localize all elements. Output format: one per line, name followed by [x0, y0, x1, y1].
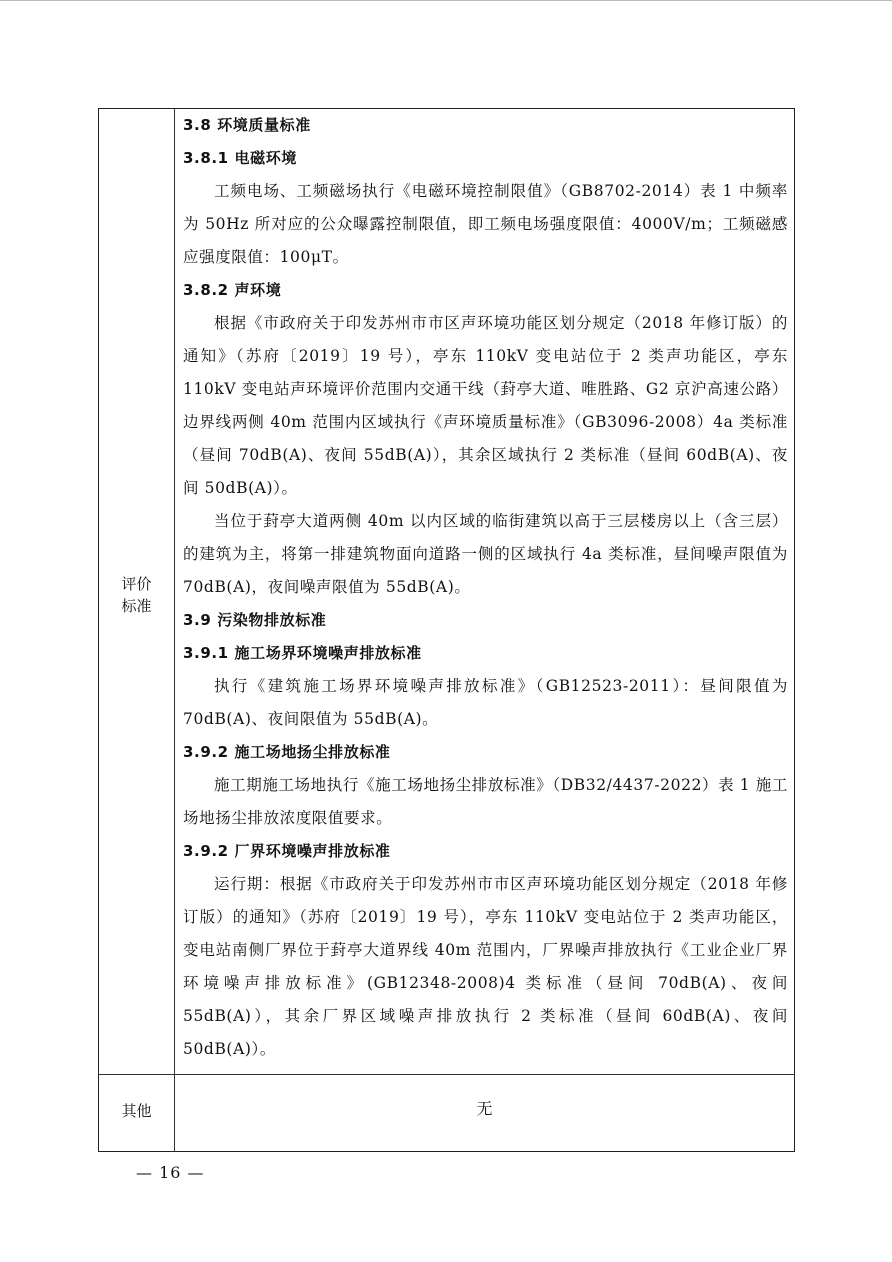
row-label-other: 其他: [121, 1102, 152, 1120]
row-label-evaluation-standards: [99, 573, 174, 617]
evaluation-standards-content: [183, 109, 788, 1066]
paragraph: 工频电场、工频磁场执行《电磁环境控制限值》（GB8702-2014）表 1 中频率为 50Hz 所对应的公众曝露控制限值，即工频电场强度限值：4000V/m；工频磁感应强度限值：100μT。: [183, 182, 788, 266]
section-heading: 3.8.2 声环境: [183, 281, 282, 299]
paragraph: 施工期施工场地执行《施工场地扬尘排放标准》（DB32/4437-2022）表 1 施工场地扬尘排放浓度限值要求。: [183, 776, 788, 827]
section-heading: 3.9 污染物排放标准: [183, 611, 327, 629]
eval-label-line-1: 评价: [121, 575, 152, 593]
section-heading: 3.8 环境质量标准: [183, 116, 311, 134]
page-number: — 16 —: [136, 1163, 205, 1182]
section-heading: 3.9.2 厂界环境噪声排放标准: [183, 842, 391, 860]
eval-label-line-2: 标准: [121, 597, 152, 615]
paragraph: 运行期：根据《市政府关于印发苏州市市区声环境功能区划分规定（2018 年修订版）的通知》（苏府〔2019〕19 号），亭东 110kV 变电站位于 2 类声功能区，变电站南侧厂界位于葑亭大道界线 40m 范围内，厂界噪声排放执行《工业企业厂界环境噪声排放标准》(GB12348-2008)4 类标准（昼间 70dB(A)、夜间 55dB(A)），其余厂界区域噪声排放执行 2 类标准（昼间 60dB(A)、夜间 50dB(A)）。: [183, 875, 788, 1058]
paragraph: 执行《建筑施工场界环境噪声排放标准》（GB12523-2011）：昼间限值为 70dB(A)、夜间限值为 55dB(A)。: [183, 677, 788, 728]
standards-table: [98, 108, 795, 1152]
row-divider: [99, 1074, 794, 1075]
other-value: 无: [476, 1099, 493, 1118]
column-divider: [174, 109, 175, 1151]
paragraph: 当位于葑亭大道两侧 40m 以内区域的临街建筑以高于三层楼房以上（含三层）的建筑为主，将第一排建筑物面向道路一侧的区域执行 4a 类标准，昼间噪声限值为 70dB(A)，夜间噪声限值为 55dB(A)。: [183, 512, 788, 596]
top-rule: [0, 0, 892, 1]
section-heading: 3.8.1 电磁环境: [183, 149, 297, 167]
section-heading: 3.9.2 施工场地扬尘排放标准: [183, 743, 391, 761]
paragraph: 根据《市政府关于印发苏州市市区声环境功能区划分规定（2018 年修订版）的通知》（苏府〔2019〕19 号），亭东 110kV 变电站位于 2 类声功能区，亭东 110kV 变电站声环境评价范围内交通干线（葑亭大道、唯胜路、G2 京沪高速公路）边界线两侧 40m 范围内区域执行《声环境质量标准》（GB3096-2008）4a 类标准（昼间 70dB(A)、夜间 55dB(A)），其余区域执行 2 类标准（昼间 60dB(A)、夜间 50dB(A)）。: [183, 314, 788, 497]
section-heading: 3.9.1 施工场界环境噪声排放标准: [183, 644, 422, 662]
